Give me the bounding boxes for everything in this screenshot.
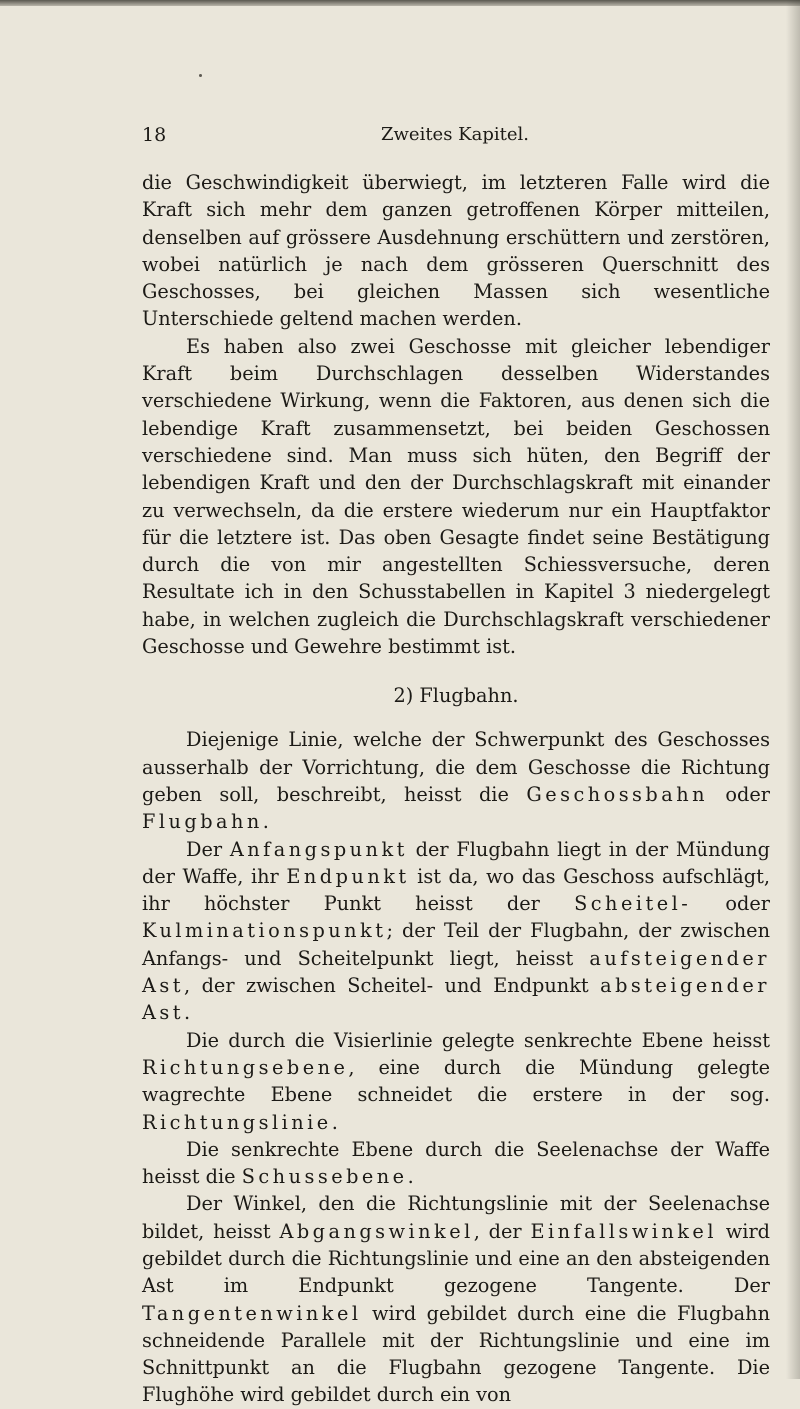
page-body xyxy=(142,169,770,1409)
spaced-term: Richtungsebene xyxy=(142,1055,349,1079)
text-run: Die durch die Visierlinie gelegte senkrechte Ebene heisst xyxy=(186,1028,770,1052)
text-run: oder xyxy=(708,782,770,806)
paragraph-1: die Geschwindigkeit überwiegt, im letzteren Falle wird die Kraft sich mehr dem ganzen getroffenen Körper mitteilen, denselben auf grössere Ausdehnung erschüttern und zerstören, wobei natürlich je nach dem grösseren Querschnitt des Geschosses, bei gleichen Massen sich wesentliche Unterschiede geltend machen werden. xyxy=(142,171,770,331)
spaced-term: Flugbahn xyxy=(142,810,263,834)
spaced-term: Scheitel- xyxy=(574,892,692,916)
text-run: ist da, wo das Geschoss aufschlägt, ihr höchster Punkt heisst der xyxy=(142,864,770,916)
text-run: , der xyxy=(473,1219,531,1243)
spaced-term: Kulminationspunkt xyxy=(142,919,387,943)
spaced-term: Geschossbahn xyxy=(526,782,708,806)
text-run: oder xyxy=(691,892,770,916)
section-heading: 2) Flugbahn. xyxy=(393,684,519,708)
paragraph-3 xyxy=(142,726,770,835)
text-run: ; der Teil der Flugbahn, der zwischen Anfangs- und Scheitelpunkt liegt, heisst xyxy=(142,919,770,970)
text-run: wird gebildet durch eine die Flugbahn schneidende Parallele mit der Richtungslinie und eine im Schnittpunkt an die Flugbahn gezogene Tangente. Die Flughöhe wird gebildet durch ein von xyxy=(142,1301,770,1407)
page-number: 18 xyxy=(142,124,167,146)
page-top-edge xyxy=(0,0,800,6)
paragraph-4 xyxy=(142,836,770,1027)
text-run: . xyxy=(262,810,269,834)
text-run: , eine durch die Mündung gelegte wagrechte Ebene schneidet die erstere in der sog. xyxy=(142,1055,770,1107)
spaced-term: Anfangspunkt xyxy=(229,837,408,861)
running-title: Zweites Kapitel. xyxy=(381,124,529,145)
paper-speck xyxy=(199,74,202,77)
text-run: Der xyxy=(186,837,230,861)
text-run: Diejenige Linie, welche der Schwerpunkt des Geschosses ausserhalb der Vorrichtung, die dem Geschosse die Richtung geben soll, beschreibt, heisst die xyxy=(142,728,770,806)
spaced-term: Einfallswinkel xyxy=(530,1219,717,1243)
text-run: . xyxy=(184,1001,191,1025)
text-run: Die senkrechte Ebene durch die Seelenachse der Waffe heisst die xyxy=(142,1137,770,1189)
text-run: der Flugbahn liegt in der Mündung der Waffe, ihr xyxy=(142,837,771,888)
text-run: wird gebildet durch die Richtungslinie und eine an den absteigenden Ast im Endpunkt gezogene Tangente. Der xyxy=(142,1219,771,1298)
spaced-term: Richtungslinie xyxy=(142,1110,332,1134)
paragraph-5 xyxy=(142,1027,770,1136)
page-header xyxy=(142,124,768,152)
spaced-term: Endpunkt xyxy=(286,864,410,888)
text-run: , der zwischen Scheitel- und Endpunkt xyxy=(184,974,601,998)
paragraph-7 xyxy=(142,1190,770,1408)
paragraph-6 xyxy=(142,1136,770,1191)
page-right-edge xyxy=(786,0,800,1379)
spaced-term: Abgangswinkel xyxy=(279,1219,474,1243)
spaced-term: absteigender Ast xyxy=(142,974,770,1025)
paragraph-2: Es haben also zwei Geschosse mit gleicher lebendiger Kraft beim Durchschlagen desselben Widerstandes verschiedene Wirkung, wenn die Faktoren, aus denen sich die lebendige Kraft zusammensetzt, bei beiden Geschossen verschiedene sind. Man muss sich hüten, den Begriff der lebendigen Kraft und den der Durchschlagskraft mit einander zu verwechseln, da die erstere wiederum nur ein Hauptfaktor für die letztere ist. Das oben Gesagte findet seine Bestätigung durch die von mir angestellten Schiessversuche, deren Resultate ich in den Schusstabellen in Kapitel 3 niedergelegt habe, in welchen zugleich die Durchschlagskraft verschiedener Geschosse und Gewehre bestimmt ist. xyxy=(142,334,770,659)
text-run: . xyxy=(407,1165,414,1189)
spaced-term: Tangentenwinkel xyxy=(142,1301,362,1325)
text-run: . xyxy=(331,1110,338,1134)
text-run: Der Winkel, den die Richtungslinie mit der Seelenachse bildet, heisst xyxy=(142,1192,770,1243)
spaced-term: aufsteigender Ast xyxy=(142,946,770,998)
spaced-term: Schussebene xyxy=(241,1165,408,1189)
